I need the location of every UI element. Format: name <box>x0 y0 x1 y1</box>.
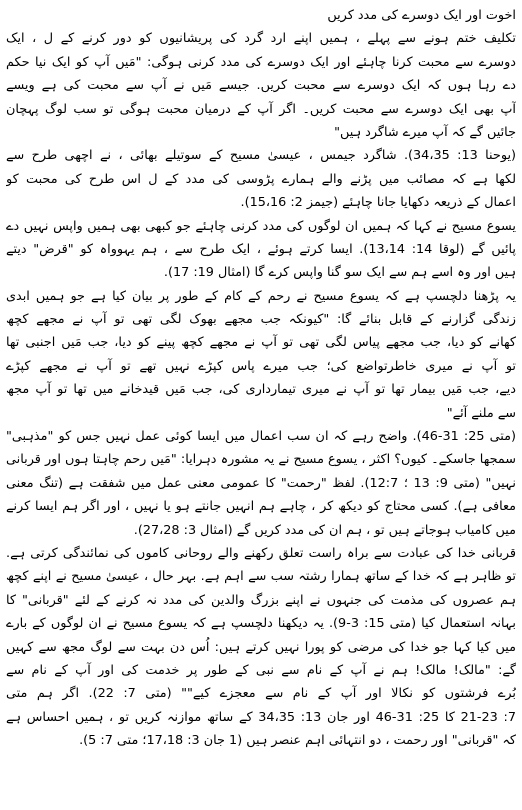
text-line: پائیں گے (لوقا 14: 13،14). ایسا کرتے ہوئے ، ایک طرح سے ، ہم یہوواہ کو "قرض" دیتے <box>6 241 516 257</box>
text-line: اعمال کے ذریعہ دکھایا جانا چاہئے (جیمز 2: 15،16). <box>240 195 516 211</box>
text-line: زندگی گزارنے کے قابل بنائے گا: "کیونکہ جب مجھے بھوک لگی تھی تو آپ نے مجھے کچھ <box>6 312 516 328</box>
text-line: گے: "مالک! مالک! ہم نے آپ کے نام سے نبی کے طور پر خدمت کی اور آپ کے نام سے <box>6 662 516 678</box>
text-line: میں کیا کہا جو خدا کی مرضی کو پورا نہیں کرتے ہیں: اُس دن بہت سے لوگ مجھ سے کہیں <box>6 639 516 655</box>
text-line: جائیں گے کہ آپ میرے شاگرد ہیں" <box>334 124 516 140</box>
text-line: کہ "قربانی" اور رحمت ، دو انتہائی اہم عنصر ہیں (1 جان 3: 17،18؛ متی 7: 5). <box>79 733 516 749</box>
text-line: دیے، جب مَیں بیمار تھا تو آپ نے میری تیمارداری کی، جب مَیں قیدخانے میں تھا تو آپ مجھ <box>6 382 516 398</box>
text-line: بہانہ استعمال کیا (متی 15: 3-9). یہ دیکھنا دلچسپ ہے کہ یسوع مسیح نے ان لوگوں کے بارے <box>6 616 516 632</box>
text-line: کھانے کو دیا، جب مجھے پیاس لگی تھی تو آپ نے مجھے کچھ پینے کو دیا، جب مَیں اجنبی تھا <box>6 335 516 351</box>
text-line: تو آپ نے میری خاطرتواضع کی؛ جب میرے پاس کپڑے نہیں تھے تو آپ نے مجھے کپڑے <box>6 358 516 374</box>
text-line: تکلیف ختم ہونے سے پہلے ، ہمیں اپنے ارد گرد کی پریشانیوں کو دور کرنے کے ل ، ایک <box>6 31 516 47</box>
text-line: سمجھا جاسکے۔ کیوں؟ اکثر ، یسوع مسیح نے یہ مشورہ دہرایا: "مَیں رحم چاہتا ہوں اور قربانی <box>6 452 516 468</box>
text-line: (یوحنا 13: 34،35). شاگرد جیمس ، عیسیٰ مسیح کے سوتیلے بھائی ، نے اچھی طرح سے <box>6 148 516 164</box>
text-line: بُرے فرشتوں کو نکالا اور آپ کے نام سے معجزے کیے"" (متی 7: 22). اگر ہم متی <box>6 686 516 702</box>
text-line: نہیں" (متی 9: 13 ؛ 12:7). لفظ "رحمت" کا عمومی معنی عمل میں شفقت ہے (تنگ معنی <box>6 475 516 491</box>
text-line: میں کامیاب ہوجاتے ہیں تو ، ہم ان کی مدد کریں گے (امثال 3: 27،28). <box>133 522 516 538</box>
text-line: (متی 25: 31-46). واضح رہے کہ ان سب اعمال میں ایسا کوئی عمل نہیں جس کو "مذہبی" <box>6 429 516 445</box>
text-line: لکھا ہے کہ مصائب میں پڑنے والے ہمارے پڑوسی کی مدد کے ل اس طرح کی محبت کو <box>6 171 516 187</box>
text-line: معافی ہے). کسی محتاج کو دیکھ کر ، چاہے ہم انہیں جانتے ہو یا نہیں ، اور اگر ہم ایسا کرنے <box>6 499 516 515</box>
text-line: یسوع مسیح نے کہا کہ ہمیں ان لوگوں کی مدد کرنی چاہئے جو کبھی بھی ہمیں واپس نہیں دے <box>6 218 516 234</box>
text-line: 7: 21-23 کا 25: 31-46 اور جان 13: 34،35 کے ساتھ موازنہ کریں تو ، ہمیں احساس ہے <box>6 709 516 725</box>
text-line: ہیں اور وہ اسے ہم سے ایک سو گنا واپس کرے گا (امثال 19: 17). <box>163 265 516 281</box>
text-line: سے ملنے آئے" <box>446 405 516 421</box>
text-line: تو ظاہر ہے کہ خدا کے ساتھ ہمارا رشتہ سب سے اہم ہے. بہر حال ، عیسیٰ مسیح نے اپنے کچھ <box>6 569 516 585</box>
text-line: آپ بھی ایک دوسرے سے محبت کریں۔ اگر آپ کے درمیان محبت ہوگی تو سب لوگ پہچان <box>6 101 516 117</box>
text-line: ہم عصروں کی مذمت کی جنہوں نے اپنے بزرگ والدین کی مدد نہ کرنے کے لئے "قربانی" کا <box>6 592 516 608</box>
text-line: دے رہا ہوں کہ ایک دوسرے سے محبت کریں. جیسے مَیں نے آپ سے محبت کی ہے ویسے <box>6 78 516 94</box>
heading-line: اخوت اور ایک دوسرے کی مدد کریں <box>327 8 516 23</box>
text-line: دوسرے سے محبت کرنا چاہئے اور ایک دوسرے کی مدد کرنی ہوگی: "مَیں آپ کو ایک نیا حکم <box>6 54 516 70</box>
text-line: قربانی خدا کی عبادت سے براہ راست تعلق رکھنے والے روحانی کاموں کی نمائندگی کرتی ہے. <box>6 545 516 561</box>
text-line: یہ پڑھنا دلچسپ ہے کہ یسوع مسیح نے رحم کے کام کے طور پر بیان کیا ہے جو ہمیں ابدی <box>6 288 516 304</box>
